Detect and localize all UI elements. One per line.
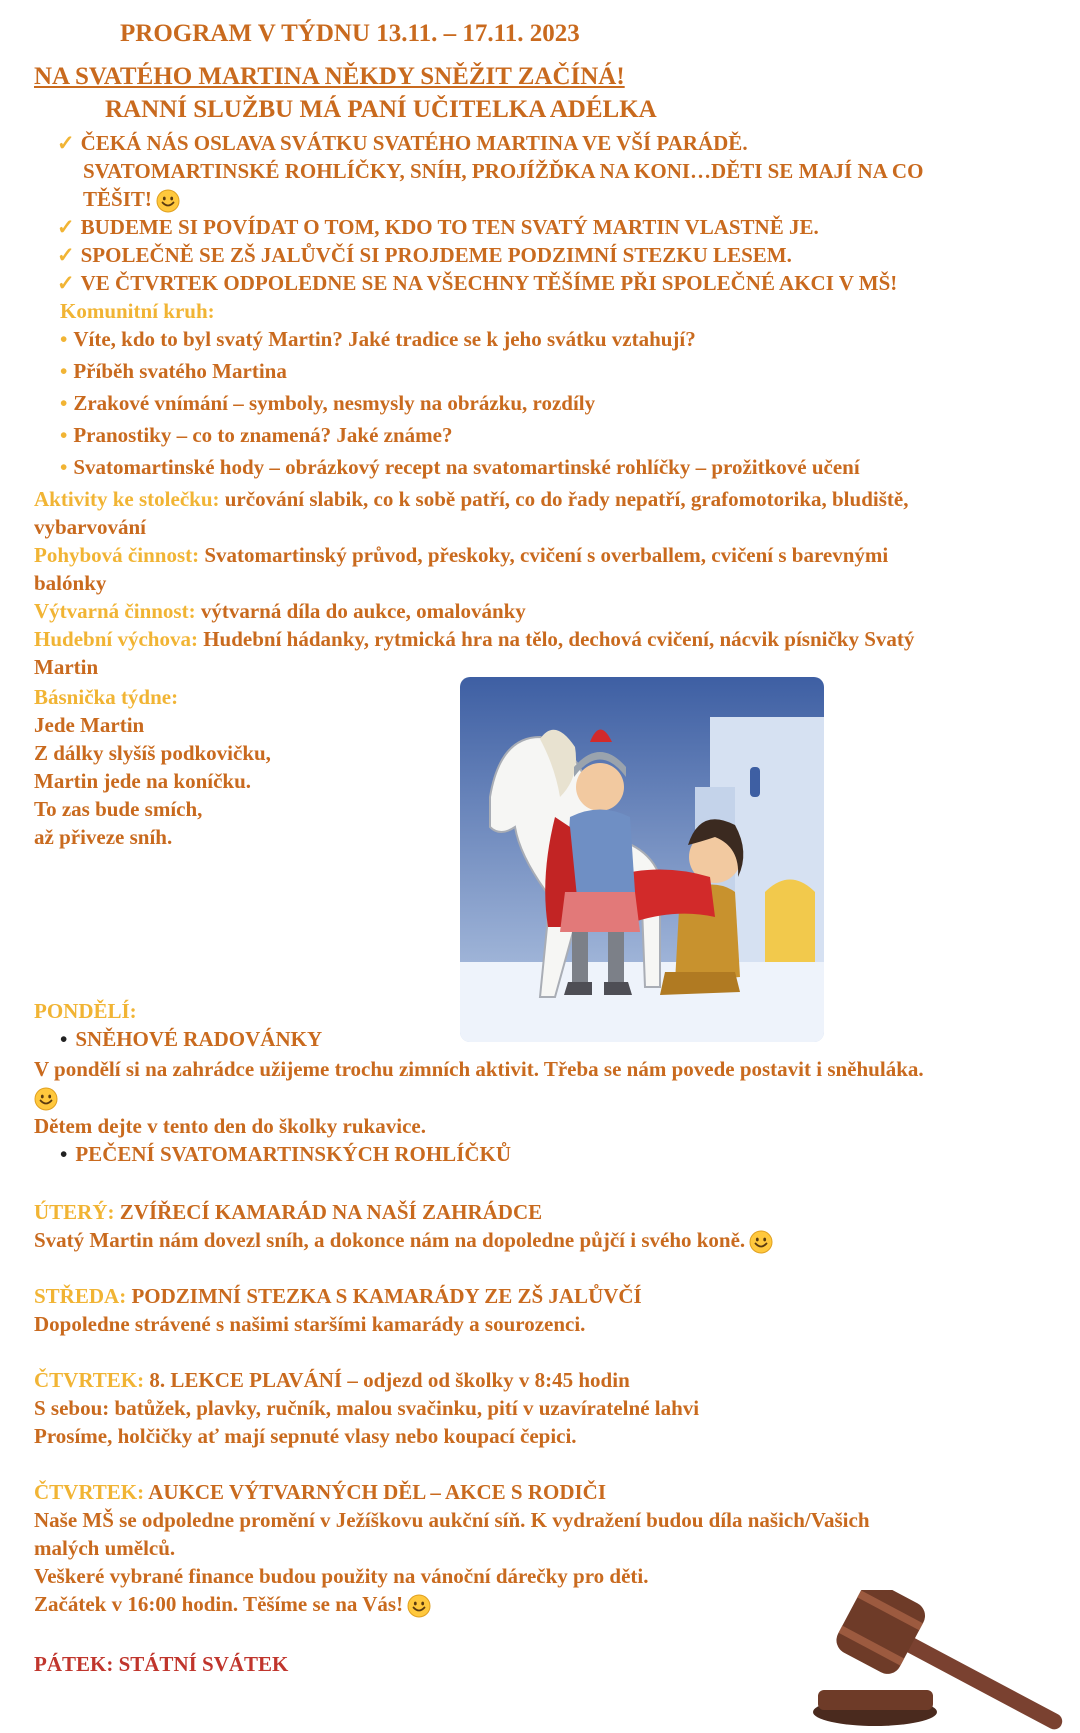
saint-martin-illustration	[460, 677, 824, 1042]
smiley-icon	[34, 1087, 58, 1111]
monday-item: • PEČENÍ SVATOMARTINSKÝCH ROHLÍČKŮ	[60, 1142, 512, 1166]
checkmark-icon: ✓	[57, 271, 75, 295]
checkmark-icon: ✓	[57, 243, 75, 267]
activity-movement: Pohybová činnost: Svatomartinský průvod, přeskoky, cvičení s overballem, cvičení s barevnými	[34, 543, 889, 567]
poem-line: Jede Martin	[34, 713, 145, 737]
activity-art: Výtvarná činnost: výtvarná díla do aukce, omalovánky	[34, 599, 526, 623]
activity-movement-cont: balónky	[34, 571, 107, 595]
morning-duty: RANNÍ SLUŽBU MÁ PANÍ UČITELKA ADÉLKA	[105, 96, 657, 123]
thursday-auction-text: Naše MŠ se odpoledne promění v Ježíškovu aukční síň. K vydražení budou díla našich/Vašich	[34, 1508, 870, 1532]
poem-line: Martin jede na koníčku.	[34, 769, 252, 793]
monday-text: V pondělí si na zahrádce užijeme trochu zimních aktivit. Třeba se nám povede postavit i sněhuláka.	[34, 1057, 924, 1081]
circle-item: • Příběh svatého Martina	[60, 359, 287, 383]
gavel-icon	[800, 1590, 1080, 1730]
friday-heading: PÁTEK: STÁTNÍ SVÁTEK	[34, 1652, 289, 1676]
tuesday-text: Svatý Martin nám dovezl sníh, a dokonce nám na dopoledne půjčí i svého koně.	[34, 1226, 773, 1254]
thursday-swim-text: Prosíme, holčičky ať mají sepnuté vlasy nebo koupací čepici.	[34, 1424, 577, 1448]
poem-line: To zas bude smích,	[34, 797, 203, 821]
smiley-line	[34, 1083, 58, 1111]
thursday-swim-text: S sebou: batůžek, plavky, ručník, malou svačinku, pití v uzavíratelné lahvi	[34, 1396, 700, 1420]
page-title: PROGRAM V TÝDNU 13.11. – 17.11. 2023	[120, 20, 580, 47]
activity-table: Aktivity ke stolečku: určování slabik, co k sobě patří, co do řady nepatří, grafomotorika, bludiště,	[34, 487, 909, 511]
thursday-auction-text: malých umělců.	[34, 1536, 176, 1560]
highlight-item: ✓ ČEKÁ NÁS OSLAVA SVÁTKU SVATÉHO MARTINA VE VŠÍ PARÁDĚ.	[57, 131, 748, 155]
circle-item: • Pranostiky – co to znamená? Jaké známe?	[60, 423, 453, 447]
bullet-icon: •	[60, 1027, 68, 1051]
highlight-item-line: TĚŠIT!	[83, 185, 180, 213]
bullet-icon: •	[60, 423, 68, 447]
activity-table-cont: vybarvování	[34, 515, 147, 539]
circle-item: • Svatomartinské hody – obrázkový recept na svatomartinské rohlíčky – prožitkové učení	[60, 455, 860, 479]
highlight-item: ✓ VE ČTVRTEK ODPOLEDNE SE NA VŠECHNY TĚŠÍME PŘI SPOLEČNÉ AKCI V MŠ!	[57, 271, 898, 295]
circle-item: • Zrakové vnímání – symboly, nesmysly na obrázku, rozdíly	[60, 391, 596, 415]
bullet-icon: •	[60, 391, 68, 415]
checkmark-icon: ✓	[57, 215, 75, 239]
monday-text: Dětem dejte v tento den do školky rukavice.	[34, 1114, 426, 1138]
highlight-item-line: SVATOMARTINSKÉ ROHLÍČKY, SNÍH, PROJÍŽĎKA NA KONI…DĚTI SE MAJÍ NA CO	[83, 159, 924, 183]
smiley-icon	[749, 1230, 773, 1254]
thursday-auction-text: Začátek v 16:00 hodin. Těšíme se na Vás!	[34, 1590, 431, 1618]
bullet-icon: •	[60, 327, 68, 351]
poem-line: až přiveze sníh.	[34, 825, 173, 849]
wednesday-text: Dopoledne strávené s našimi staršími kamarády a sourozenci.	[34, 1312, 586, 1336]
bullet-icon: •	[60, 359, 68, 383]
circle-label: Komunitní kruh:	[60, 299, 215, 323]
thursday-swim-heading: ČTVRTEK: 8. LEKCE PLAVÁNÍ – odjezd od školky v 8:45 hodin	[34, 1368, 630, 1392]
poem-line: Z dálky slyšíš podkovičku,	[34, 741, 271, 765]
bullet-icon: •	[60, 1142, 68, 1166]
thursday-auction-heading: ČTVRTEK: AUKCE VÝTVARNÝCH DĚL – AKCE S RODIČI	[34, 1480, 607, 1504]
checkmark-icon: ✓	[57, 131, 75, 155]
monday-item: • SNĚHOVÉ RADOVÁNKY	[60, 1027, 323, 1051]
tuesday-heading: ÚTERÝ: ZVÍŘECÍ KAMARÁD NA NAŠÍ ZAHRÁDCE	[34, 1200, 543, 1224]
wednesday-heading: STŘEDA: PODZIMNÍ STEZKA S KAMARÁDY ZE ZŠ JALŮVČÍ	[34, 1284, 642, 1308]
highlight-item: ✓ SPOLEČNĚ SE ZŠ JALŮVČÍ SI PROJDEME PODZIMNÍ STEZKU LESEM.	[57, 243, 792, 267]
activity-music-cont: Martin	[34, 655, 99, 679]
smiley-icon	[407, 1594, 431, 1618]
monday-label: PONDĚLÍ:	[34, 999, 137, 1023]
circle-item: • Víte, kdo to byl svatý Martin? Jaké tradice se k jeho svátku vztahují?	[60, 327, 696, 351]
bullet-icon: •	[60, 455, 68, 479]
poem-label: Básnička týdne:	[34, 685, 179, 709]
page-subtitle: NA SVATÉHO MARTINA NĚKDY SNĚŽIT ZAČÍNÁ!	[34, 63, 625, 90]
highlight-item: ✓ BUDEME SI POVÍDAT O TOM, KDO TO TEN SVATÝ MARTIN VLASTNĚ JE.	[57, 215, 819, 239]
thursday-auction-text: Veškeré vybrané finance budou použity na vánoční dárečky pro děti.	[34, 1564, 649, 1588]
activity-music: Hudební výchova: Hudební hádanky, rytmická hra na tělo, dechová cvičení, nácvik písničky Svatý	[34, 627, 915, 651]
smiley-icon	[156, 189, 180, 213]
